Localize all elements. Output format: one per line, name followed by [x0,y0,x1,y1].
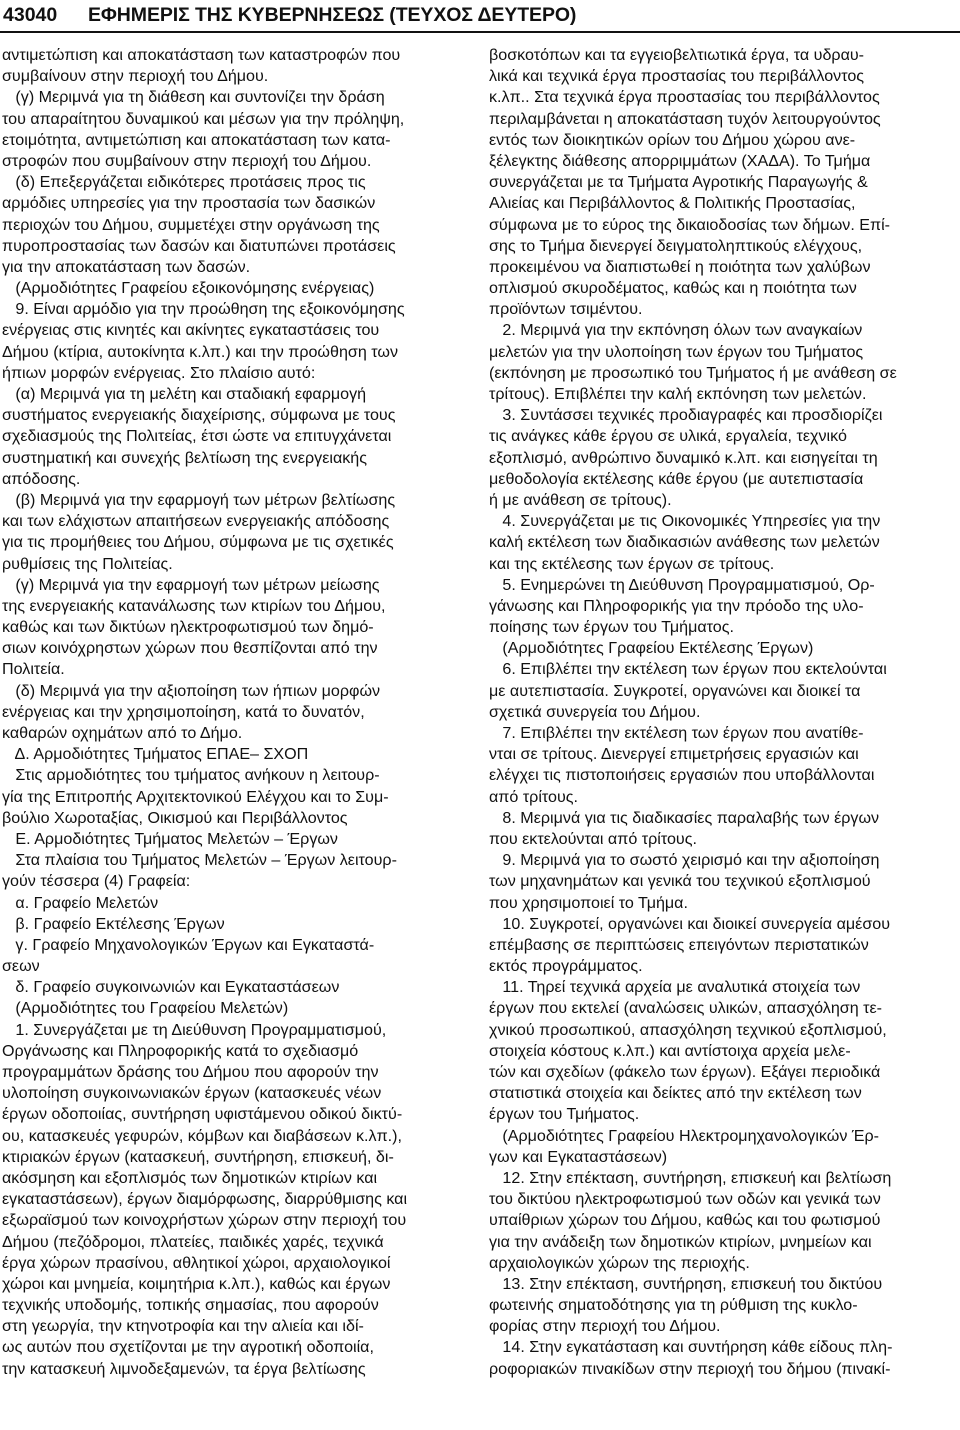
text-line: εντός των διοικητικών ορίων του Δήμου χώρου ανε- [489,130,856,149]
text-line: μεθοδολογία εκτέλεσης κάθε έργου (με αυτεπιστασία [489,469,864,488]
text-line: 11. Τηρεί τεχνικά αρχεία με αναλυτικά στοιχεία των [489,978,861,997]
text-line: 4. Συνεργάζεται με τις Οικονομικές Υπηρεσίες για την [489,512,881,531]
text-line: στροφών που συμβαίνουν στην περιοχή του Δήμου. [2,151,372,170]
text-line: ου, κατασκευές γεφυρών, κόμβων και διαβάσεων κ.λπ.), [2,1126,402,1145]
text-line: αρχαιολογικών χώρων της περιοχής. [489,1253,750,1272]
text-line: τεχνικής υποδομής, τοπικής σημασίας, που αφορούν [2,1296,379,1315]
text-line: του απαραίτητου δυναμικού και μέσων για την πρόληψη, [2,109,405,128]
text-line: προϊόντων τσιμέντου. [489,300,643,319]
left-column [2,45,472,1380]
text-line: που χρησιμοποιεί το Τμήμα. [489,893,688,912]
text-line: 2. Μεριμνά για την εκπόνηση όλων των αναγκαίων [489,321,863,340]
text-line: Αλιείας και Περιβάλλοντος & Πολιτικής Προστασίας, [489,194,856,213]
text-line: (Αρμοδιότητες του Γραφείου Μελετών) [2,999,289,1018]
text-line: σύμφωνα με το εύρος της δικαιοδοσίας των δήμων. Επί- [489,215,891,234]
text-line: β. Γραφείο Εκτέλεσης Έργων [2,914,225,933]
text-line: σχεδιασμούς της Πολιτείας, έτσι ώστε να επιτυγχάνεται [2,427,392,446]
text-line: (Αρμοδιότητες Γραφείου εξοικονόμησης ενέργειας) [2,279,375,298]
text-line: έργων του Τμήματος. [489,1105,640,1124]
text-line: υπαίθριων χώρων του Δήμου, καθώς και του φωτισμού [489,1211,881,1230]
text-line: για την ανάδειξη των δημοτικών κτιρίων, μνημείων και [489,1232,872,1251]
text-line: για τις προμήθειες του Δήμου, σύμφωνα με τις σχετικές [2,533,394,552]
text-line: λικά και τεχνικά έργα προστασίας του περιβάλλοντος [489,67,865,86]
text-line: καλή εκτέλεση των διαδικασιών ανάθεσης των μελετών [489,533,880,552]
text-line: τρίτους). Επιβλέπει την καλή εκπόνηση των μελετών. [489,385,867,403]
text-line: τις ανάγκες κάθε έργου σε υλικά, εργαλεία, τεχνικό [489,427,847,446]
text-line: μελετών για την υλοποίηση των έργων του Τμήματος [489,342,864,361]
text-line: βοσκοτόπων και τα εγγειοβελτιωτικά έργα, τα υδραυ- [489,46,865,64]
text-line: εξωραϊσμού των κοινοχρήστων χώρων στην περιοχή του [2,1211,407,1230]
text-line: Πολιτεία. [2,660,65,679]
text-line: βούλιο Χωροταξίας, Οικισμού και Περιβάλλοντος [2,808,348,827]
text-line: 8. Μεριμνά για τις διαδικασίες παραλαβής των έργων [489,808,880,827]
text-line: δ. Γραφείο συγκοινωνιών και Εγκαταστάσεων [2,978,340,997]
text-line: Ε. Αρμοδιότητες Τμήματος Μελετών – Έργων [2,829,338,848]
text-line: 9. Είναι αρμόδιο για την προώθηση της εξοικονόμησης [2,300,405,319]
text-line: Οργάνωσης και Πληροφορικής κατά το σχεδιασμό [2,1041,359,1060]
text-line: για την αποκατάσταση των δασών. [2,257,251,276]
text-line: και της εκτέλεσης των έργων σε τρίτους. [489,554,775,573]
text-line: γάνωσης και Πληροφορικής για την πρόοδο της υλο- [489,596,864,615]
text-line: Δήμου (κτίρια, αυτοκίνητα κ.λπ.) και την προώθηση των [2,342,398,361]
text-line: ελέγχει τις πιστοποιήσεις εργασιών που υποβάλλονται [489,766,875,785]
text-line: περιλαμβάνεται η αποκατάσταση τυχόν λειτουργούντος [489,109,881,128]
text-line: χώροι και μνημεία, κοιμητήρια κ.λπ.), καθώς και έργων [2,1274,391,1293]
text-line: εκτός προγράμματος. [489,957,643,976]
text-line: που εκτελούνται από τρίτους. [489,829,697,848]
text-line: 9. Μεριμνά για το σωστό χειρισμό και την αξιοποίηση [489,851,880,870]
text-line: νται σε τρίτους. Διενεργεί επιμετρήσεις εργασιών και [489,745,859,764]
text-line: συστηματική και συνεχής βελτίωση της ενεργειακής [2,448,368,467]
text-line: του δικτύου ηλεκτροφωτισμού των οδών και γενικά των [489,1190,881,1209]
text-line: συνεργάζεται με τα Τμήματα Αγροτικής Παραγωγής & [489,173,868,192]
text-line: γία της Επιτροπής Αρχιτεκτονικού Ελέγχου και το Συμ- [2,787,389,806]
text-line: έργα χώρων πρασίνου, αθλητικοί χώροι, αρχαιολογικοί [2,1253,391,1272]
text-line: 1. Συνεργάζεται με τη Διεύθυνση Προγραμματισμού, [2,1020,387,1039]
text-line: σιων κοινόχρηστων χώρων που θεσπίζονται από την [2,639,378,658]
text-line: της ενεργειακής κατανάλωσης των κτιρίων του Δήμου, [2,596,386,615]
text-line: αντιμετώπιση και αποκατάσταση των καταστροφών που [2,46,401,64]
text-line: ποίησης των έργων του Τμήματος. [489,618,734,637]
text-line: ως αυτών που σχετίζονται με την αγροτική οδοποιία, [2,1338,374,1357]
text-line: (δ) Επεξεργάζεται ειδικότερες προτάσεις προς τις [2,173,366,192]
text-line: σης το Τμήμα διενεργεί δειγματοληπτικούς ελέγχους, [489,236,863,255]
text-line: Δήμου (πεζόδρομοι, πλατείες, παιδικές χαρές, τεχνικά [2,1232,384,1251]
text-line: κ.λπ.. Στα τεχνικά έργα προστασίας του περιβάλλοντος [489,88,880,107]
text-line: 6. Επιβλέπει την εκτέλεση των έργων που εκτελούνται [489,660,887,679]
text-line: χνικού προσωπικού, απασχόληση τεχνικού εξοπλισμού, [489,1020,887,1039]
text-line: την κατασκευή λιμνοδεξαμενών, τα έργα βελτίωσης [2,1359,366,1378]
page-number: 43040 [3,4,58,26]
text-line: ενέργειας και την χρησιμοποίηση, κατά το δυνατόν, [2,702,365,721]
text-line: από τρίτους. [489,787,579,806]
text-line: (γ) Μεριμνά για την εφαρμογή των μέτρων μείωσης [2,575,380,594]
text-line: 5. Ενημερώνει τη Διεύθυνση Προγραμματισμού, Ορ- [489,575,875,594]
text-line: σχετικά συνεργεία του Δήμου. [489,702,701,721]
text-line: (εκπόνηση με προσωπικό του Τμήματος ή με ανάθεση σε [489,363,897,382]
text-line: ακόσμηση και εξοπλισμός των δημοτικών κτιρίων και [2,1168,378,1187]
gazette-title: ΕΦΗΜΕΡΙΣ ΤΗΣ ΚΥΒΕΡΝΗΣΕΩΣ (ΤΕΥΧΟΣ ΔΕΥΤΕΡΟ) [88,4,577,26]
text-line: εγκαταστάσεων), έργων διαμόρφωσης, διαρρύθμισης και [2,1190,408,1209]
text-line: πυροπροστασίας των δασών και διατυπώνει προτάσεις [2,236,396,255]
text-line: εξοπλισμό, ανθρώπινο δυναμικό κ.λπ. και εισηγείται τη [489,448,878,467]
text-line: υλοποίηση συγκοινωνιακών έργων (κατασκευές νέων [2,1084,382,1103]
text-line: συστήματος ενεργειακής διαχείρισης, σύμφωνα με τους [2,406,396,425]
text-line: Δ. Αρμοδιότητες Τμήματος ΕΠΑΕ– ΣΧΟΠ [2,745,309,764]
text-line: προκειμένου να διαπιστωθεί η ποιότητα των χαλύβων [489,257,871,276]
text-line: σεων [2,957,40,976]
text-line: ετοιμότητα, αντιμετώπιση και αποκατάσταση των κατα- [2,130,391,149]
header-rule [0,31,960,33]
text-line: (β) Μεριμνά για την εφαρμογή των μέτρων βελτίωσης [2,490,396,509]
text-line: (Αρμοδιότητες Γραφείου Εκτέλεσης Έργων) [489,639,814,658]
text-line: προγραμμάτων δράσης του Δήμου που αφορούν την [2,1063,379,1081]
text-line: 12. Στην επέκταση, συντήρηση, επισκευή και βελτίωση [489,1168,892,1187]
text-line: Στα πλαίσια του Τμήματος Μελετών – Έργων λειτουρ- [2,851,397,870]
text-line: 14. Στην εγκατάσταση και συντήρηση κάθε είδους πλη- [489,1338,893,1357]
text-line: α. Γραφείο Μελετών [2,893,159,912]
text-line: ροφοριακών πινακίδων στην περιοχή του δήμου (πινακί- [489,1359,891,1378]
text-line: αρμόδιες υπηρεσίες για την προστασία των δασικών [2,194,376,213]
text-line: καθαρών οχημάτων από το Δήμο. [2,724,243,742]
text-line: με αυτεπιστασία. Συγκροτεί, οργανώνει και διοικεί τα [489,681,861,700]
text-line: φωτεινής σηματοδότησης για τη ρύθμιση της κυκλο- [489,1296,858,1315]
page-header [0,0,960,34]
text-line: γων και Εγκαταστάσεων) [489,1147,668,1166]
text-line: οπλισμού σκυροδέματος, καθώς και η ποιότητα των [489,279,857,298]
text-line: συμβαίνουν στην περιοχή του Δήμου. [2,67,269,86]
text-line: ή με ανάθεση σε τρίτους). [489,490,672,509]
text-line: 10. Συγκροτεί, οργανώνει και διοικεί συνεργεία αμέσου [489,914,891,933]
text-line: τών και σχεδίων (φάκελο των έργων). Εξάγει περιοδικά [489,1063,881,1081]
text-line: έργων που εκτελεί (αναλώσεις υλικών, απασχόληση τε- [489,999,883,1018]
text-line: στοιχεία κόστους κ.λπ.) και αντίστοιχα αρχεία μελε- [489,1041,851,1060]
text-line: (δ) Μεριμνά για την αξιοποίηση των ήπιων μορφών [2,681,381,700]
text-line: 7. Επιβλέπει την εκτέλεση των έργων που ανατίθε- [489,724,864,742]
text-line: ήπιων μορφών ενέργειας. Στο πλαίσιο αυτό: [2,363,316,382]
right-column [489,45,959,1380]
text-line: γ. Γραφείο Μηχανολογικών Έργων και Εγκαταστά- [2,935,375,954]
text-line: (α) Μεριμνά για τη μελέτη και σταδιακή εφαρμογή [2,385,367,403]
text-line: καθώς και των δικτύων ηλεκτροφωτισμού των δημό- [2,618,374,637]
text-line: ξέλεγκτης διάθεσης απορριμμάτων (ΧΑΔΑ). Το Τμήμα [489,151,871,170]
text-line: απόδοσης. [2,469,81,488]
text-line: επέμβασης σε περιπτώσεις επειγόντων περιστατικών [489,935,869,954]
text-line: των μηχανημάτων και γενικά του τεχνικού εξοπλισμού [489,872,871,891]
text-line: 3. Συντάσσει τεχνικές προδιαγραφές και προσδιορίζει [489,406,883,425]
text-line: γούν τέσσερα (4) Γραφεία: [2,872,191,891]
text-line: Στις αρμοδιότητες του τμήματος ανήκουν η λειτουρ- [2,766,380,785]
text-line: έργων οδοποιίας, συντήρηση υφιστάμενου οδικού δικτύ- [2,1105,403,1124]
text-line: (Αρμοδιότητες Γραφείου Ηλεκτρομηχανολογικών Έρ- [489,1126,879,1145]
text-line: και των ελάχιστων απαιτήσεων ενεργειακής απόδοσης [2,512,390,531]
text-line: φορίας στην περιοχή του Δήμου. [489,1317,721,1336]
text-line: ρυθμίσεις της Πολιτείας. [2,554,173,573]
text-line: ενέργειας στις κινητές και ακίνητες εγκαταστάσεις του [2,321,380,340]
text-line: στατιστικά στοιχεία και δείκτες από την εκτέλεση των [489,1084,862,1103]
text-line: 13. Στην επέκταση, συντήρηση, επισκευή του δικτύου [489,1274,883,1293]
text-line: (γ) Μεριμνά για τη διάθεση και συντονίζει την δράση [2,88,385,107]
text-line: περιοχών του Δήμου, συμμετέχει στην οργάνωση της [2,215,380,234]
text-line: κτιριακών έργων (κατασκευή, συντήρηση, επισκευή, δι- [2,1147,394,1166]
text-line: στη γεωργία, την κτηνοτροφία και την αλιεία και ιδί- [2,1317,364,1336]
